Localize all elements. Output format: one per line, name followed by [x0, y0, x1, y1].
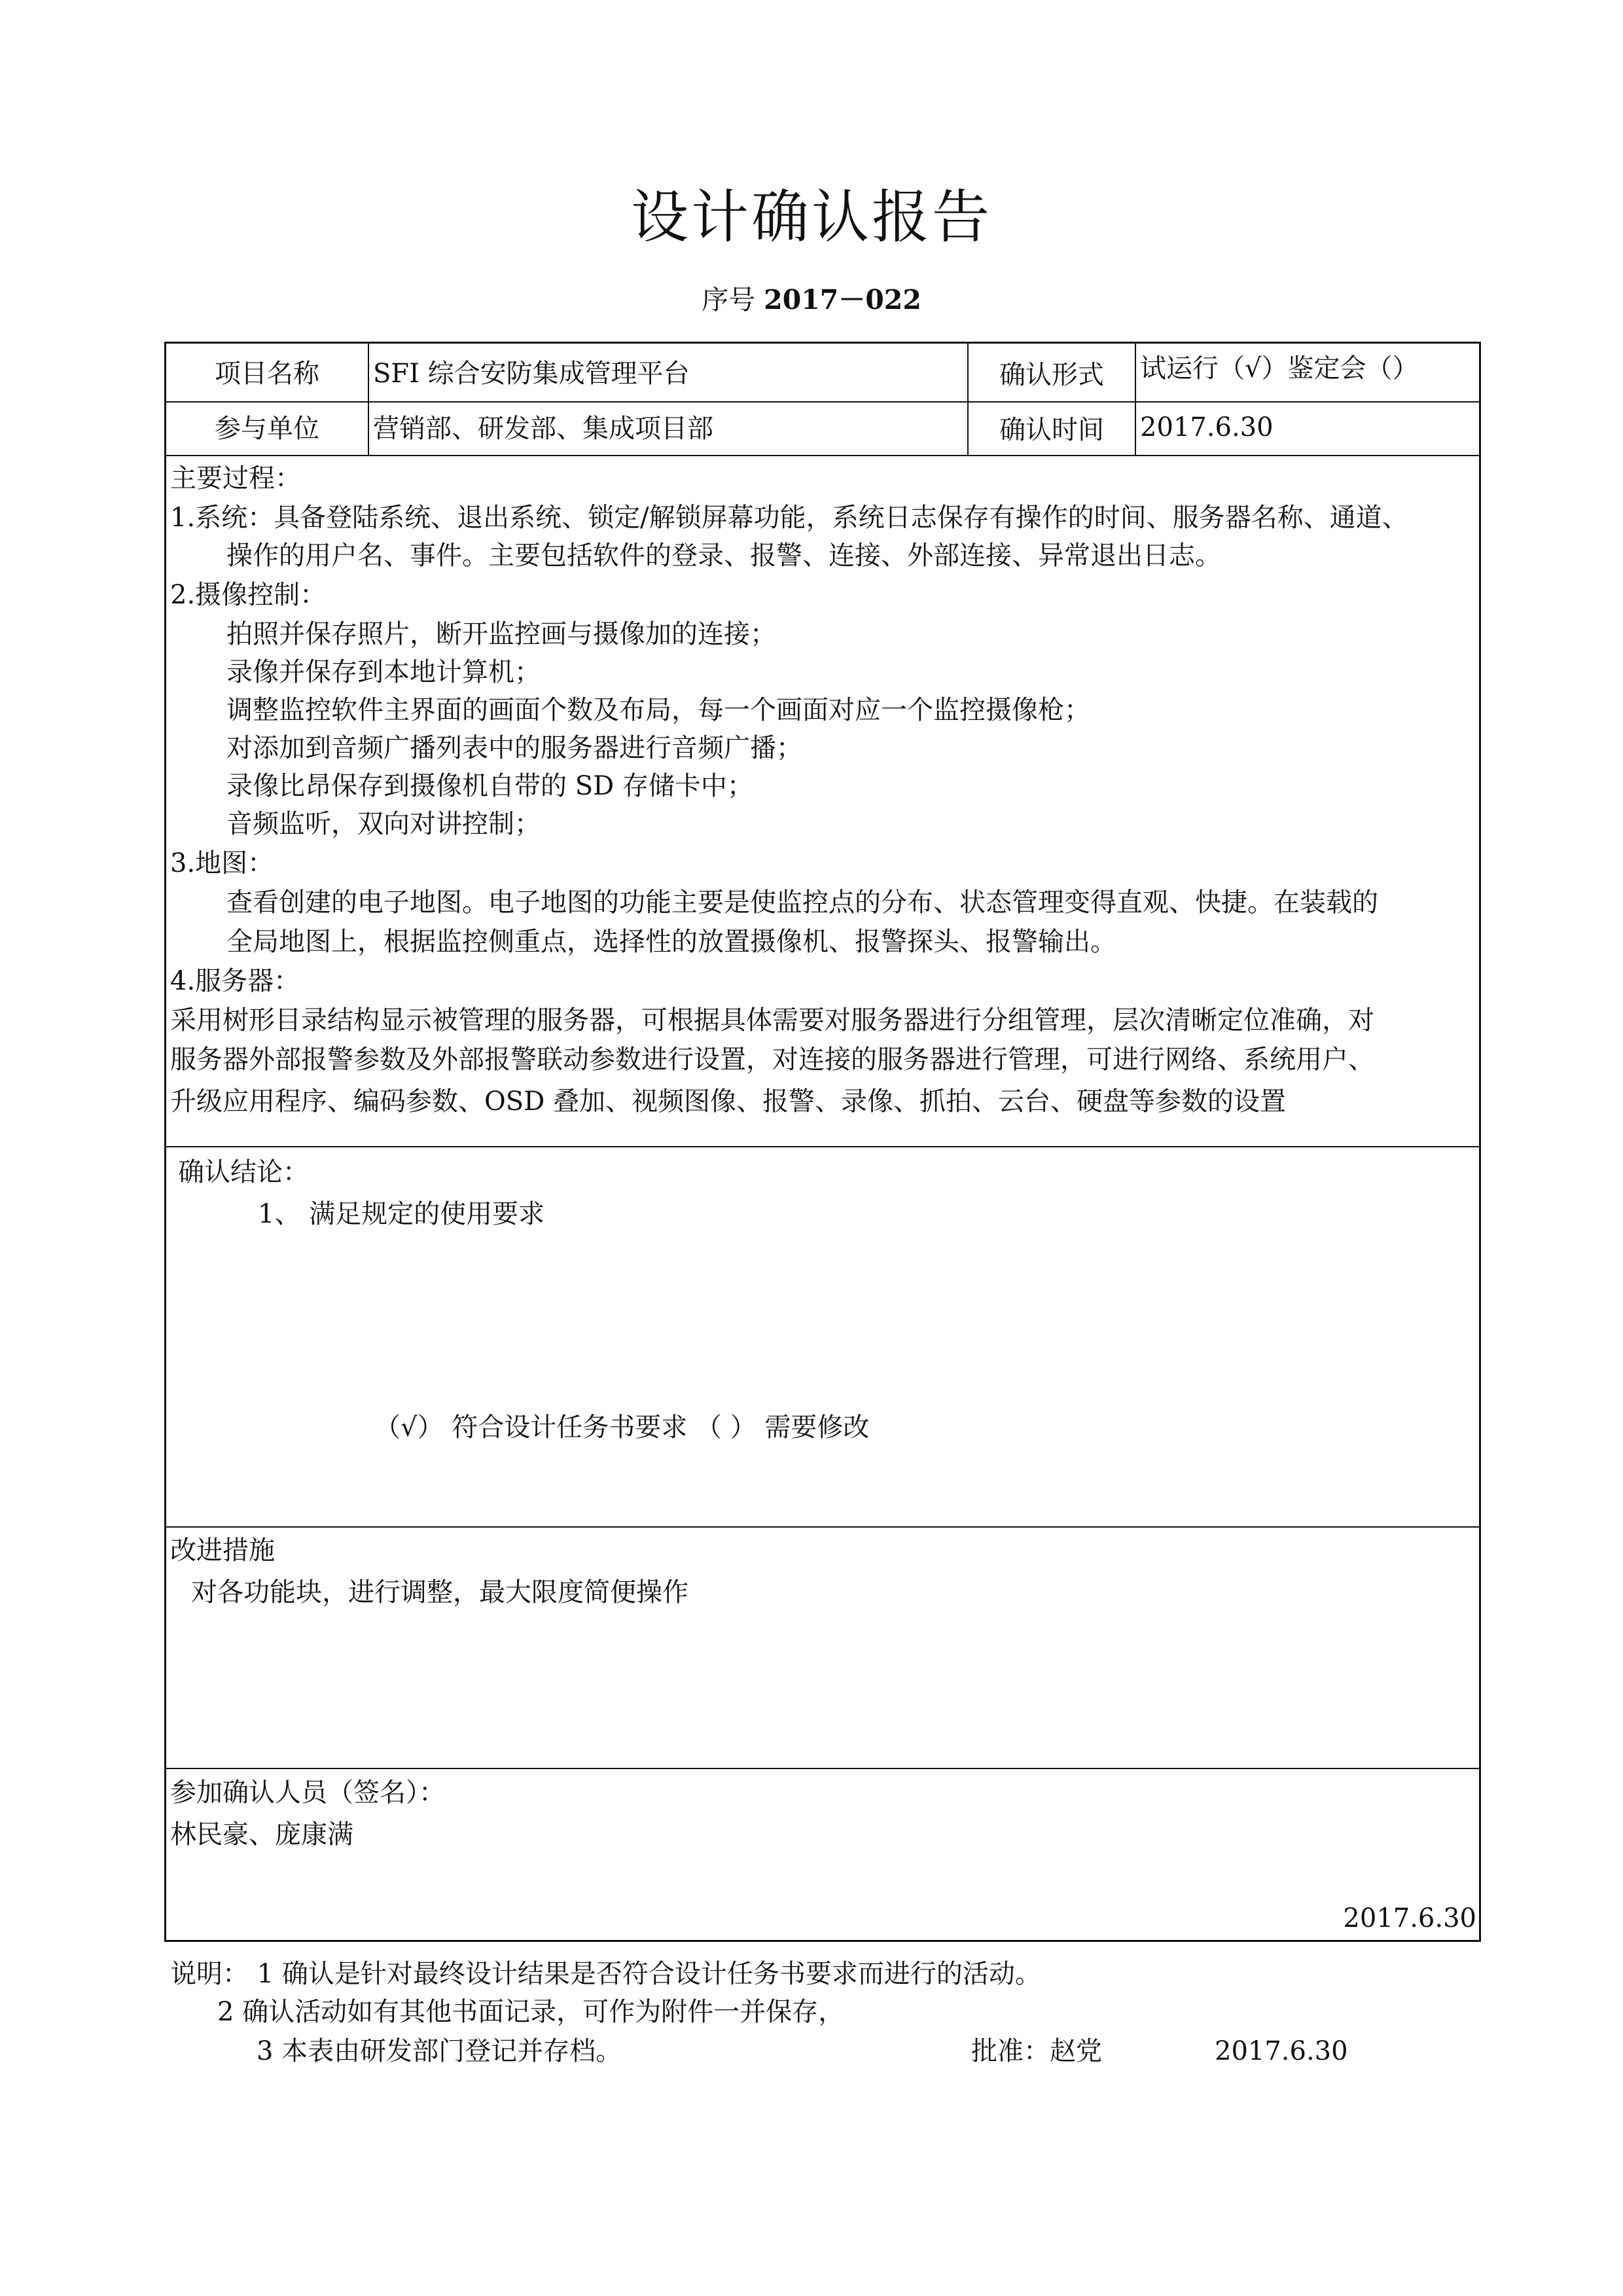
process-line: 4.服务器：	[170, 966, 300, 996]
row-divider	[166, 1526, 1479, 1528]
project-name-value: SFI 综合安防集成管理平台	[373, 359, 690, 389]
process-line: 录像比昂保存到摄像机自带的 SD 存储卡中；	[226, 771, 753, 801]
row-divider	[166, 401, 1479, 403]
confirm-time-label: 确认时间	[999, 415, 1104, 445]
process-line: 2.摄像控制：	[170, 580, 327, 610]
row-divider	[166, 1768, 1479, 1769]
units-value: 营销部、研发部、集成项目部	[373, 414, 713, 444]
page-title: 设计确认报告	[630, 183, 992, 251]
process-line: 服务器外部报警参数及外部报警联动参数进行设置，对连接的服务器进行管理，可进行网络、系统用户、	[170, 1045, 1374, 1075]
confirm-form-value: 试运行（√）鉴定会（）	[1140, 353, 1419, 384]
participants-heading: 参加确认人员（签名）：	[170, 1778, 445, 1808]
approval: 批准：赵党	[971, 2036, 1102, 2066]
process-line: 全局地图上，根据监控侧重点，选择性的放置摄像机、报警探头、报警输出。	[226, 927, 1116, 957]
project-name-label: 项目名称	[215, 359, 319, 389]
note-line-2: 2 确认活动如有其他书面记录，可作为附件一并保存，	[217, 1997, 845, 2027]
process-line: 调整监控软件主界面的画面个数及布局，每一个画面对应一个监控摄像枪；	[226, 695, 1090, 725]
process-heading: 主要过程：	[170, 463, 301, 493]
process-line: 对添加到音频广播列表中的服务器进行音频广播；	[226, 733, 802, 763]
process-line: 升级应用程序、编码参数、OSD 叠加、视频图像、报警、录像、抓拍、云台、硬盘等参数的设置	[170, 1086, 1286, 1117]
col-divider	[368, 344, 369, 455]
improvement-heading: 改进措施	[170, 1535, 275, 1566]
process-line: 拍照并保存照片，断开监控画与摄像加的连接；	[226, 619, 776, 649]
participants-date: 2017.6.30	[1343, 1903, 1476, 1933]
serial-value: 2017－022	[764, 284, 921, 315]
units-label: 参与单位	[215, 414, 319, 444]
conclusion-options: （√） 符合设计任务书要求 （ ） 需要修改	[374, 1412, 870, 1443]
process-line: 查看创建的电子地图。电子地图的功能主要是使监控点的分布、状态管理变得直观、快捷。在装载的	[226, 888, 1378, 918]
confirm-form-label: 确认形式	[999, 360, 1104, 390]
conclusion-item: 1、 满足规定的使用要求	[258, 1199, 545, 1229]
serial-number	[0, 278, 1623, 317]
row-divider	[166, 455, 1479, 456]
process-line: 操作的用户名、事件。主要包括软件的登录、报警、连接、外部连接、异常退出日志。	[226, 541, 1221, 571]
participants-names: 林民豪、庞康满	[170, 1820, 353, 1850]
improvement-text: 对各功能块，进行调整，最大限度简便操作	[191, 1577, 688, 1607]
row-divider	[166, 1146, 1479, 1147]
note-line-1: 说明： 1 确认是针对最终设计结果是否符合设计任务书要求而进行的活动。	[170, 1959, 1041, 1989]
process-line: 录像并保存到本地计算机；	[226, 657, 541, 687]
serial-label: 序号	[702, 284, 756, 315]
report-table	[164, 342, 1481, 1942]
process-line: 音频监听，双向对讲控制；	[226, 809, 541, 839]
process-line: 采用树形目录结构显示被管理的服务器，可根据具体需要对服务器进行分组管理，层次清晰定位准确，对	[170, 1005, 1374, 1035]
col-divider	[1135, 344, 1136, 455]
conclusion-heading: 确认结论：	[178, 1157, 309, 1187]
process-line: 1.系统：具备登陆系统、退出系统、锁定/解锁屏幕功能，系统日志保存有操作的时间、服务器名称、通道、	[170, 503, 1408, 533]
confirm-time-value: 2017.6.30	[1140, 412, 1274, 442]
process-line: 3.地图：	[170, 848, 274, 878]
note-line-3: 3 本表由研发部门登记并存档。	[257, 2036, 622, 2066]
approval-date: 2017.6.30	[1215, 2036, 1348, 2066]
